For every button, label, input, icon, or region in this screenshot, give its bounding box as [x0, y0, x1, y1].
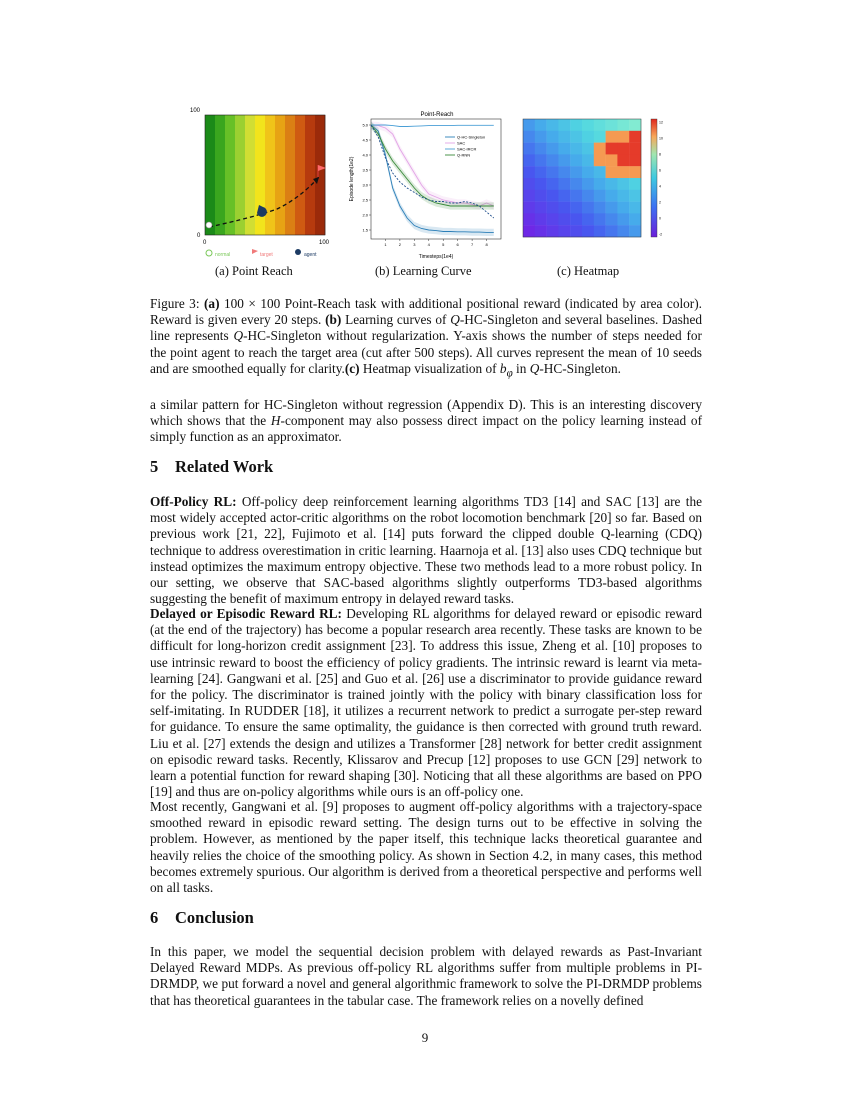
heatmap-cell: [547, 154, 559, 166]
legend-agent: [295, 249, 317, 258]
heatmap-cell: [535, 213, 547, 225]
caption-c-text-2: in: [512, 360, 530, 376]
caption-b-text-2: -HC-Singleton and several baselines. Dashed line represents: [150, 312, 702, 344]
heatmap-cell: [594, 225, 606, 237]
heatmap-cell: [629, 166, 641, 178]
subcaption-a: (a) Point Reach: [215, 264, 293, 278]
heatmap-cell: [606, 178, 618, 190]
normal-legend-icon: [206, 250, 212, 256]
heatmap-cell: [570, 178, 582, 190]
reward-zone-stripe: [265, 115, 275, 235]
caption-q-3: Q: [529, 360, 540, 376]
heatmap-cell: [570, 225, 582, 237]
caption-b-text-3: -HC-Singleton without regularization. Y-axis shows the number of steps needed for the point agent to reach the target area (cut after 500 steps). All curves represent the mean of 10 seeds and are smoothed equally for clarity.: [150, 328, 702, 376]
heatmap-cell: [547, 166, 559, 178]
y-bottom-label: 0: [197, 233, 201, 239]
heatmap-cell: [582, 213, 594, 225]
heatmap-cell: [582, 202, 594, 214]
heatmap-cell: [594, 131, 606, 143]
caption-c-text-1: Heatmap visualization of: [359, 360, 500, 376]
reward-zone-stripe: [275, 115, 285, 235]
reward-zone-stripe: [225, 115, 235, 235]
heatmap-cell: [558, 178, 570, 190]
reward-zone-stripe: [315, 115, 325, 235]
section-6-heading: [150, 908, 254, 928]
heatmap-cell: [617, 143, 629, 155]
heatmap-cell: [558, 143, 570, 155]
heatmap-cell: [570, 131, 582, 143]
y-tick-label: 3.0: [362, 182, 368, 188]
reward-zone-stripe: [285, 115, 295, 235]
heatmap-cell: [558, 119, 570, 131]
heatmap-cell: [582, 190, 594, 202]
heatmap-cell: [617, 225, 629, 237]
heatmap-cell: [547, 131, 559, 143]
heatmap-cell: [523, 119, 535, 131]
heatmap-cell: [617, 119, 629, 131]
intro-text-2: -component may also possess direct impact on the policy learning instead of simply function as an approximator.: [150, 413, 702, 445]
legend-agent-label: agent: [304, 252, 317, 258]
heatmap-cell: [558, 131, 570, 143]
point-reach-panel: [185, 105, 335, 258]
heatmap-cell: [606, 190, 618, 202]
heatmap-cell: [523, 154, 535, 166]
heatmap-cell: [594, 119, 606, 131]
y-axis-label: Episode length(1e2): [349, 156, 355, 202]
heatmap-cell: [594, 154, 606, 166]
heatmap-cell: [523, 190, 535, 202]
reward-zone-stripe: [295, 115, 305, 235]
y-tick-label: 2.5: [362, 197, 368, 203]
colorbar-tick-label: 6: [659, 168, 661, 173]
offpolicy-paragraph: [150, 494, 702, 607]
colorbar-tick-label: 8: [659, 152, 661, 157]
offpolicy-text: Off-policy deep reinforcement learning algorithms TD3 [14] and SAC [13] are the most widely accepted actor-critic algorithms on the robot locomotion benchmark [20] so far. Based on previous work [21, 22], Fujimoto et al. [14] puts forward the clipped double Q-learning (CDQ) technique to address overestimation in critic learning. Haarnoja et al. [13] also uses CDQ technique but instead optimizes the maximum entropy objective. These two methods lead to a more robust policy. In our setting, we observe that SAC-based algorithms slightly outperforms TD3-based algorithms suggesting the benefit of maximum entropy in delayed reward tasks.: [150, 494, 702, 607]
colorbar-tick-label: 0: [659, 216, 661, 221]
heatmap-cell: [523, 166, 535, 178]
heatmap-cell: [523, 225, 535, 237]
heatmap-cell: [558, 190, 570, 202]
heatmap-cell: [535, 202, 547, 214]
delayed-lead: Delayed or Episodic Reward RL:: [150, 606, 342, 621]
delayed-paragraph: [150, 606, 702, 800]
chart-title: Point-Reach: [420, 112, 454, 118]
heatmap-cell: [629, 178, 641, 190]
y-tick-label: 5.0: [362, 122, 368, 128]
heatmap-cell: [594, 178, 606, 190]
caption-b-label: (b): [325, 312, 342, 328]
heatmap-cell: [582, 154, 594, 166]
section-6-title: Conclusion: [175, 908, 254, 927]
heatmap-cell: [523, 202, 535, 214]
heatmap-cell: [582, 143, 594, 155]
heatmap-cell: [629, 190, 641, 202]
caption-b-text-1: Learning curves of: [341, 312, 451, 328]
heatmap-cell: [629, 213, 641, 225]
x-left-label: 0: [203, 240, 207, 246]
heatmap-cell: [547, 178, 559, 190]
heatmap-cell: [617, 154, 629, 166]
recent-paragraph: [150, 799, 702, 896]
caption-c-label: (c): [344, 360, 360, 376]
heatmap-cell: [535, 190, 547, 202]
legend-entry: SAC-IRCR: [457, 146, 477, 152]
x-tick-label: 4: [427, 242, 430, 247]
subcaption-b: (b) Learning Curve: [375, 264, 472, 278]
heatmap-cell: [606, 225, 618, 237]
delayed-text: Developing RL algorithms for delayed reward or episodic reward (at the end of the trajectory) has become a popular research area recently. These tasks are known to be difficult for long-horizon credit assignment [23]. To address this issue, Zheng et al. [10] proposes to use intrinsic reward to boost the efficiency of policy gradients. The intrinsic reward is learnt via meta-learning [24]. Gangwani et al. [25] and Guo et al. [26] use a discriminator to provide guidance reward for the policy. The discriminator is trained jointly with the policy with binary classification loss for self-imitating. In RUDDER [18], it utilizes a recurrent network to predict a surrogate per-step reward for guidance. To ensure the same optimality, the guidance is then corrected with ground truth reward. Liu et al. [27] extends the design and utilizes a Transformer [28] network for better credit assignment on episodic reward tasks. Recently, Klissarov and Precup [12] proposes to use GCN [29] network to learn a potential function for reward shaping [30]. Noticing that all these algorithms are based on PPO [19] and thus are on-policy algorithms while ours is an off-policy one.: [150, 606, 702, 800]
heatmap-cell: [570, 166, 582, 178]
heatmap-cell: [547, 225, 559, 237]
heatmap-cell: [629, 119, 641, 131]
legend-entry: SAC: [457, 140, 466, 146]
caption-q-1: Q: [450, 312, 460, 328]
section-5-heading: [150, 457, 273, 477]
recent-text: Most recently, Gangwani et al. [9] proposes to augment off-policy algorithms with a trajectory-space smoothed reward in episodic reward setting. The design turns out to be effective in solving the problem. However, as mentioned by the paper itself, this technique lacks theoretical guarantee and heavily relies the choice of the smoothing policy. As shown in Section 4.2, in many cases, this method becomes extremely spurious. Our algorithm is derived from a theoretical perspective and performs well on all tasks.: [150, 799, 702, 896]
colorbar-tick-label: 12: [659, 120, 663, 125]
y-top-label: 100: [190, 108, 201, 114]
caption-b-symbol: b: [499, 360, 507, 376]
caption-phi-symbol: φ: [506, 367, 513, 380]
heatmap-cell: [629, 202, 641, 214]
heatmap-cell: [594, 166, 606, 178]
x-tick-label: 2: [398, 242, 402, 247]
agent-legend-icon: [295, 249, 301, 255]
legend-entry: Q-RNN: [457, 152, 471, 158]
heatmap-cell: [606, 166, 618, 178]
heatmap-cell: [594, 190, 606, 202]
heatmap-cell: [535, 119, 547, 131]
caption-c-text-3: -HC-Singleton.: [539, 360, 621, 376]
section-5-number: 5: [150, 457, 159, 476]
heatmap-cell: [617, 178, 629, 190]
heatmap-cell: [606, 154, 618, 166]
heatmap-cell: [547, 143, 559, 155]
heatmap-cell: [629, 225, 641, 237]
heatmap-cell: [594, 143, 606, 155]
x-tick-label: 6: [456, 242, 459, 247]
heatmap-cell: [617, 202, 629, 214]
reward-zone-stripe: [255, 115, 265, 235]
heatmap-cell: [558, 154, 570, 166]
start-marker-icon: [206, 222, 212, 228]
heatmap-cell: [558, 213, 570, 225]
reward-zone-stripe: [235, 115, 245, 235]
heatmap-cell: [558, 166, 570, 178]
heatmap-cell: [570, 143, 582, 155]
x-tick-label: 8: [485, 242, 488, 247]
heatmap-cell: [535, 143, 547, 155]
heatmap-cell: [535, 166, 547, 178]
legend-normal: [206, 250, 230, 258]
figure-3: [185, 100, 665, 285]
x-tick-label: 1: [384, 242, 387, 247]
heatmap-cell: [570, 202, 582, 214]
intro-h-symbol: H: [270, 413, 281, 429]
heatmap-cell: [535, 154, 547, 166]
heatmap-cell: [617, 213, 629, 225]
legend-target-label: target: [260, 252, 273, 258]
heatmap-cell: [558, 202, 570, 214]
section-5-title: Related Work: [175, 457, 274, 476]
x-tick-label: 3: [413, 242, 416, 247]
heatmap-cell: [606, 119, 618, 131]
heatmap-cell: [629, 131, 641, 143]
heatmap-cell: [523, 143, 535, 155]
heatmap-cell: [547, 190, 559, 202]
heatmap-panel: [505, 115, 665, 260]
section-6-number: 6: [150, 908, 159, 927]
y-tick-label: 4.0: [362, 152, 368, 158]
heatmap-cell: [629, 154, 641, 166]
heatmap-cell: [523, 131, 535, 143]
heatmap-cell: [606, 213, 618, 225]
target-legend-icon: [252, 249, 258, 254]
caption-q-2: Q: [233, 328, 244, 344]
heatmap-cell: [523, 178, 535, 190]
colorbar: [651, 119, 657, 237]
heatmap-cell: [535, 225, 547, 237]
heatmap-cell: [617, 131, 629, 143]
offpolicy-lead: Off-Policy RL:: [150, 494, 237, 509]
x-tick-label: 5: [442, 242, 445, 247]
legend-normal-label: normal: [215, 252, 231, 258]
colorbar-tick-label: 10: [659, 136, 663, 141]
heatmap-cell: [570, 190, 582, 202]
page-number: 9: [421, 1030, 429, 1045]
heatmap-cell: [594, 202, 606, 214]
caption-prefix: Figure 3:: [150, 296, 204, 311]
reward-zone-stripe: [215, 115, 225, 235]
x-axis-label: Timesteps(1e4): [418, 254, 454, 260]
heatmap-cell: [606, 131, 618, 143]
intro-paragraph: [150, 397, 702, 446]
heatmap-cell: [594, 213, 606, 225]
intro-text-1: a similar pattern for HC-Singleton without regression (Appendix D). This is an interesting discovery which shows that the: [150, 397, 702, 429]
colorbar-tick-label: 2: [659, 200, 661, 205]
colorbar-tick-label: -2: [659, 232, 663, 237]
heatmap-cell: [558, 225, 570, 237]
heatmap-cell: [606, 202, 618, 214]
reward-zone-stripe: [305, 115, 315, 235]
subcaption-c: (c) Heatmap: [557, 264, 620, 278]
y-tick-label: 3.5: [362, 167, 368, 173]
heatmap-cell: [582, 225, 594, 237]
legend-target: [252, 249, 273, 258]
x-tick-label: 7: [470, 242, 474, 247]
heatmap-cell: [570, 213, 582, 225]
heatmap-cell: [582, 119, 594, 131]
heatmap-cell: [629, 143, 641, 155]
heatmap-cell: [582, 166, 594, 178]
conclusion-text: In this paper, we model the sequential decision problem with delayed rewards as Past-Invariant Delayed Reward MDPs. As previous off-policy RL algorithms suffer from multiple problems in PI-DRMDP, we put forward a novel and general algorithmic framework to solve the PI-DRMDP problems that has theoretical guarantees in the tabular case. The framework relies on a novelly defined: [150, 944, 702, 1008]
heatmap-cell: [570, 154, 582, 166]
heatmap-cell: [570, 119, 582, 131]
x-right-label: 100: [319, 240, 330, 246]
caption-a-text: 100 × 100 Point-Reach task with additional positional reward (indicated by area color). Reward is given every 20 steps.: [150, 296, 702, 328]
heatmap-cell: [606, 143, 618, 155]
y-tick-label: 2.0: [362, 212, 368, 218]
figure-caption: [150, 296, 702, 382]
heatmap-cell: [547, 119, 559, 131]
reward-zone-stripe: [205, 115, 215, 235]
heatmap-cell: [535, 178, 547, 190]
heatmap-cell: [535, 131, 547, 143]
heatmap-cell: [582, 178, 594, 190]
heatmap-cell: [523, 213, 535, 225]
heatmap-cell: [617, 190, 629, 202]
learning-curve-chart: [345, 105, 505, 260]
heatmap-cell: [547, 213, 559, 225]
heatmap-cell: [582, 131, 594, 143]
y-tick-label: 4.5: [362, 137, 368, 143]
heatmap-cell: [617, 166, 629, 178]
y-tick-label: 1.5: [362, 227, 368, 233]
legend-entry: Q-HC-Singleton: [457, 134, 486, 140]
colorbar-tick-label: 4: [659, 184, 661, 189]
heatmap-cell: [547, 202, 559, 214]
conclusion-paragraph: [150, 944, 702, 1009]
caption-a-label: (a): [204, 296, 220, 311]
